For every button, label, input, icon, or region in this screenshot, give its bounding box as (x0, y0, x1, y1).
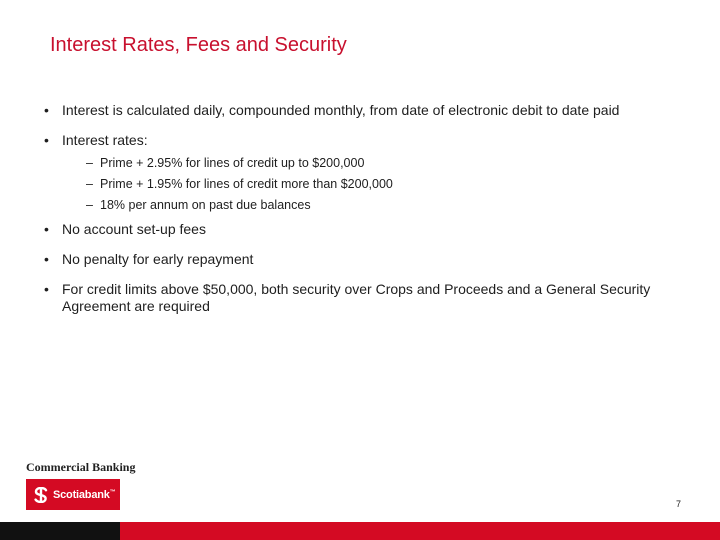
bullet-marker: • (44, 102, 49, 118)
bullet-text: Interest is calculated daily, compounded monthly, from date of electronic debit to date paid (62, 102, 620, 118)
bullet-item (44, 132, 684, 149)
bullet-marker: • (44, 132, 49, 148)
sub-bullet-item (86, 198, 684, 213)
bullet-item (44, 281, 684, 315)
sub-bullet-list (86, 156, 684, 213)
bullet-list (44, 102, 684, 315)
sub-bullet-text: Prime + 1.95% for lines of credit more than $200,000 (100, 177, 393, 191)
scotiabank-s-icon (34, 487, 48, 503)
sub-bullet-text: 18% per annum on past due balances (100, 198, 311, 212)
bullet-text: For credit limits above $50,000, both security over Crops and Proceeds and a General Security Agreement are required (62, 281, 651, 314)
sub-bullet-item (86, 156, 684, 171)
bullet-item (44, 221, 684, 238)
bullet-text: No account set-up fees (62, 221, 206, 237)
bullet-marker: • (44, 251, 49, 267)
footer-bar-dark (0, 522, 120, 540)
dash-marker: – (86, 177, 93, 191)
sub-bullet-text: Prime + 2.95% for lines of credit up to $200,000 (100, 156, 365, 170)
scotiabank-logo (26, 479, 120, 510)
scotiabank-wordmark-text: Scotiabank (53, 488, 110, 501)
slide-title: Interest Rates, Fees and Security (50, 34, 347, 56)
bullet-marker: • (44, 221, 49, 237)
page-number: 7 (676, 499, 682, 509)
scotiabank-wordmark (53, 489, 116, 501)
dash-marker: – (86, 156, 93, 170)
dash-marker: – (86, 198, 93, 212)
bullet-item (44, 251, 684, 268)
footer-bar-red (120, 522, 720, 540)
bullet-marker: • (44, 281, 49, 297)
bullet-text: Interest rates: (62, 132, 148, 148)
sub-bullet-item (86, 177, 684, 192)
bullet-text: No penalty for early repayment (62, 251, 254, 267)
trademark-mark: ™ (109, 488, 116, 495)
bullet-item (44, 102, 684, 119)
commercial-banking-label: Commercial Banking (26, 460, 136, 474)
